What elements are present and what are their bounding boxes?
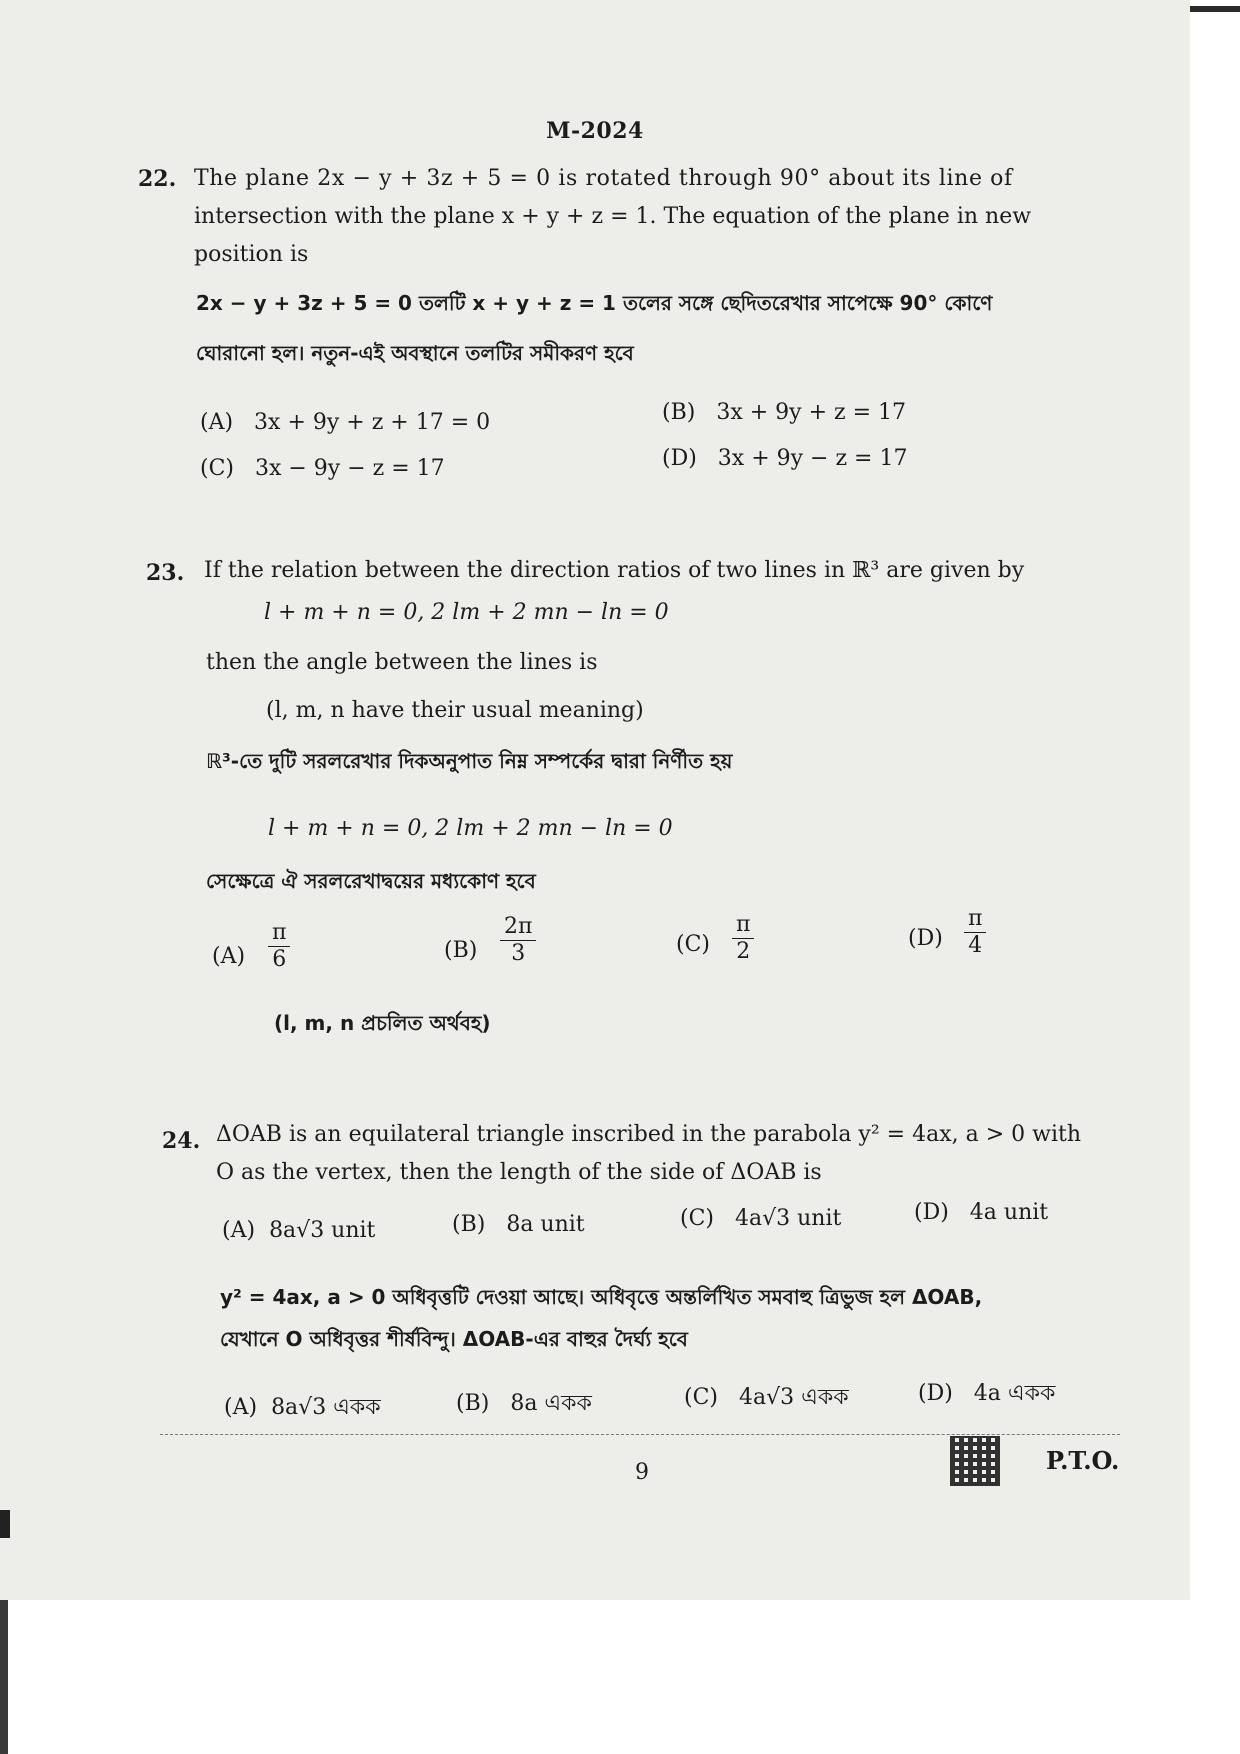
numerator: π (268, 920, 290, 947)
option-text: 3x − 9y − z = 17 (254, 456, 445, 481)
option-a-fraction (268, 920, 290, 973)
option-label: (D) (662, 446, 697, 471)
denominator: 2 (736, 939, 751, 964)
equation: l + m + n = 0, 2 lm + 2 mn − ln = 0 (268, 816, 673, 841)
option-d (914, 1200, 1048, 1225)
option-a: (A) (212, 944, 246, 969)
option-label: (A) (224, 1395, 258, 1420)
option-label: (A) (222, 1218, 256, 1243)
scan-artifact-mark (0, 1510, 10, 1538)
scan-margin-right (1190, 0, 1240, 1754)
option-text: 8a√3 unit (269, 1218, 376, 1243)
note-bn: (l, m, n প্রচলিত অর্থবহ) (274, 1011, 491, 1035)
option-d (662, 446, 907, 471)
option-c (680, 1206, 841, 1231)
option-text: 3x + 9y + z = 17 (716, 400, 907, 425)
footer-divider (160, 1434, 1120, 1435)
option-text: 4a√3 unit (734, 1206, 842, 1231)
page-number: 9 (635, 1460, 649, 1485)
question-text-en: The plane 2x − y + 3z + 5 = 0 is rotated through 90° about its line of (194, 166, 1013, 191)
question-text-bn: সেক্ষেত্রে ঐ সরলরেখাদ্বয়ের মধ্যকোণ হবে (206, 869, 536, 893)
option-b: (B) (444, 938, 478, 963)
option-text: 8a√3 একক (271, 1395, 381, 1420)
option-label: (B) (452, 1212, 486, 1237)
option-text: 8a একক (510, 1391, 592, 1416)
question-number: 24. (162, 1128, 201, 1154)
scan-margin-bottom (8, 1600, 1190, 1754)
option-d: (D) (908, 926, 943, 951)
option-label: (A) (200, 410, 234, 435)
option-label: (D) (918, 1381, 953, 1406)
option-c-bn (684, 1380, 849, 1417)
numerator: 2π (500, 914, 536, 941)
numerator: π (732, 912, 754, 939)
denominator: 4 (968, 933, 983, 958)
question-text-bn: যেখানে O অধিবৃত্তর শীর্ষবিন্দু। ΔOAB-এর বাহুর দৈর্ঘ্য হবে (220, 1327, 688, 1351)
paper-code: M-2024 (546, 118, 644, 144)
scan-artifact-bar (1190, 6, 1240, 12)
question-text-bn: ঘোরানো হল। নতুন-এই অবস্থানে তলটির সমীকরণ হবে (196, 341, 634, 365)
denominator: 6 (272, 947, 287, 972)
option-text: 4a√3 একক (738, 1385, 849, 1410)
question-text-bn: 2x − y + 3z + 5 = 0 তলটি x + y + z = 1 তলের সঙ্গে ছেদিতরেখার সাপেক্ষে 90° কোণে (196, 291, 993, 315)
option-text: 8a unit (506, 1212, 585, 1237)
note-en: (l, m, n have their usual meaning) (266, 698, 644, 723)
option-text: 4a একক (973, 1381, 1056, 1406)
option-label: (D) (914, 1200, 949, 1225)
question-text-en: O as the vertex, then the length of the side of ΔOAB is (216, 1160, 822, 1185)
question-text-en: position is (194, 242, 309, 267)
option-b (452, 1212, 585, 1237)
question-text-en: intersection with the plane x + y + z = 1. The equation of the plane in new (194, 204, 1032, 229)
qr-code-icon (950, 1436, 1000, 1486)
question-text-en: then the angle between the lines is (206, 650, 598, 675)
question-text-bn: ℝ³-তে দুটি সরলরেখার দিকঅনুপাত নিম্ন সম্পর্কের দ্বারা নির্ণীত হয় (206, 749, 733, 773)
option-label: (C) (680, 1206, 714, 1231)
option-d-fraction (964, 906, 986, 959)
option-c: (C) (676, 932, 710, 957)
option-b (662, 400, 906, 425)
equation: l + m + n = 0, 2 lm + 2 mn − ln = 0 (264, 600, 669, 625)
option-label: (B) (662, 400, 696, 425)
scan-artifact-edge (0, 1600, 8, 1754)
question-text-bn: y² = 4ax, a > 0 অধিবৃত্তটি দেওয়া আছে। অধিবৃত্তে অন্তর্লিখিত সমবাহু ত্রিভুজ হল ΔOAB, (220, 1285, 983, 1309)
option-label: (B) (456, 1391, 490, 1416)
option-text: 3x + 9y − z = 17 (717, 446, 908, 471)
denominator: 3 (511, 941, 526, 966)
option-a (200, 410, 490, 435)
option-b-bn (456, 1386, 592, 1423)
option-b-fraction (500, 914, 536, 967)
option-text: 4a unit (969, 1200, 1049, 1225)
option-a (222, 1218, 375, 1243)
option-d-bn (918, 1376, 1055, 1413)
option-label: (C) (200, 456, 234, 481)
question-number: 22. (138, 166, 177, 192)
option-a-bn (224, 1390, 381, 1427)
please-turn-over: P.T.O. (1046, 1446, 1120, 1475)
option-c (200, 456, 445, 481)
option-label: (C) (684, 1385, 718, 1410)
question-text-en: If the relation between the direction ratios of two lines in ℝ³ are given by (204, 558, 1025, 583)
option-c-fraction (732, 912, 754, 965)
question-number: 23. (146, 560, 185, 586)
option-text: 3x + 9y + z + 17 = 0 (254, 410, 491, 435)
numerator: π (964, 906, 986, 933)
question-text-en: ΔOAB is an equilateral triangle inscribed in the parabola y² = 4ax, a > 0 with (216, 1122, 1082, 1147)
